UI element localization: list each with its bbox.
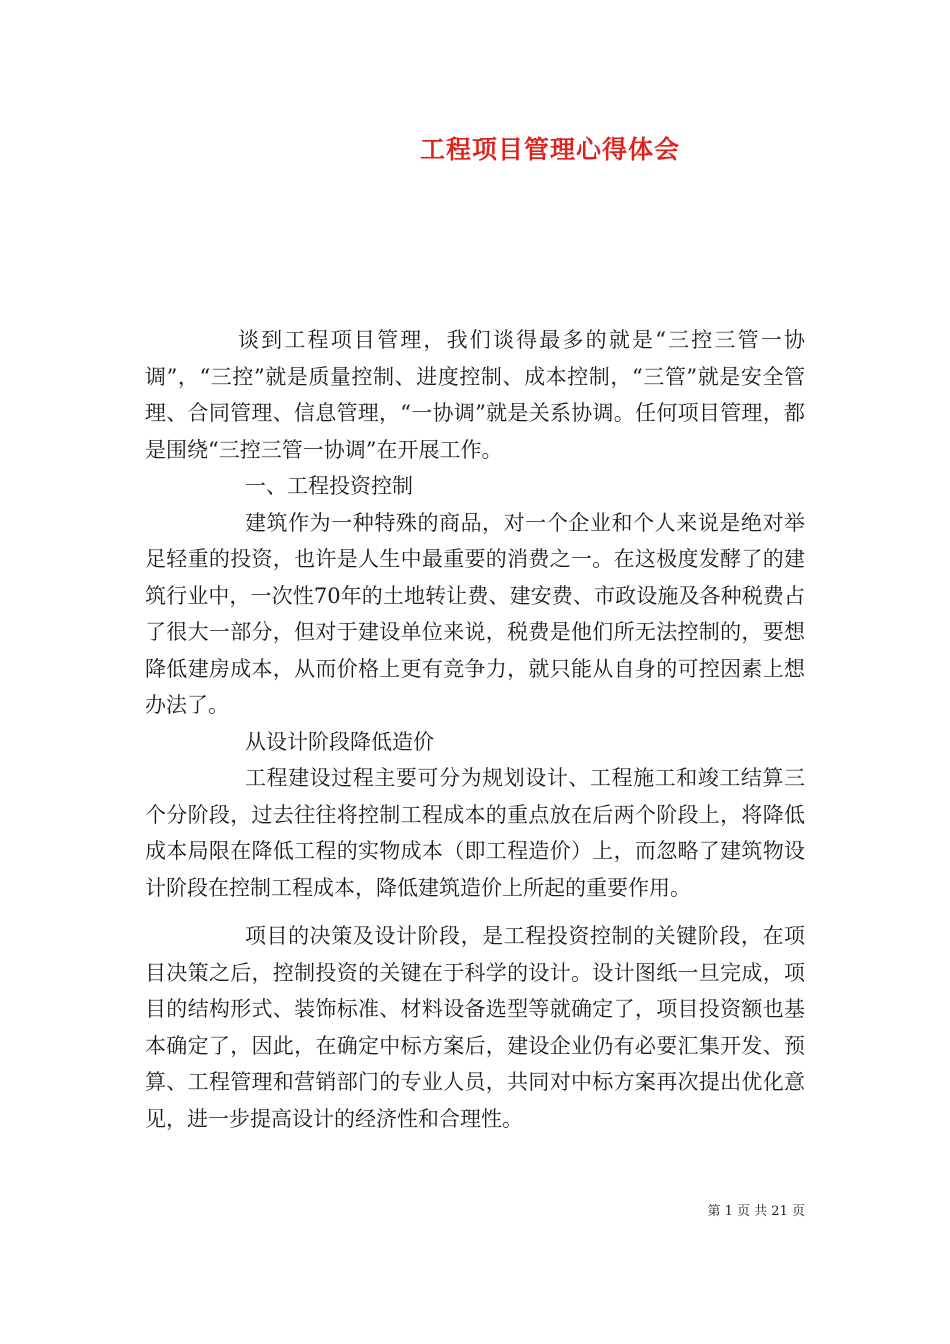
- section-heading-investment-control: 一、工程投资控制: [245, 474, 413, 498]
- page-number-footer: [707, 1203, 805, 1221]
- page-prefix: 第: [707, 1204, 721, 1219]
- paragraph-intro: 谈到工程项目管理，我们谈得最多的就是“三控三管一协调”，“三控”就是质量控制、进度控制、成本控制，“三管”就是安全管理、合同管理、信息管理，“一协调”就是关系协调。任何项目管理，都是围绕“三控三管一协调”在开展工作。: [145, 328, 805, 462]
- document-title: 工程项目管理心得体会: [419, 135, 680, 164]
- current-page-number: 1: [724, 1204, 733, 1219]
- subheading-design-stage: 从设计阶段降低造价: [245, 729, 434, 754]
- page-middle: 页 共: [737, 1204, 768, 1219]
- total-page-count: 21: [771, 1204, 788, 1219]
- page-suffix: 页: [791, 1204, 805, 1219]
- document-body: [145, 322, 805, 1137]
- paragraph-investment: 建筑作为一种特殊的商品，对一个企业和个人来说是绝对举足轻重的投资，也许是人生中最重要的消费之一。在这极度发酵了的建筑行业中，一次性70年的土地转让费、建安费、市政设施及各种税费占了很大一部分，但对于建设单位来说，税费是他们所无法控制的，要想降低建房成本，从而价格上更有竞争力，就只能从自身的可控因素上想办法了。: [145, 510, 805, 717]
- paragraph-construction-stages: 工程建设过程主要可分为规划设计、工程施工和竣工结算三个分阶段，过去往往将控制工程成本的重点放在后两个阶段上，将降低成本局限在降低工程的实物成本（即工程造价）上，而忽略了建筑物设计阶段在控制工程成本，降低建筑造价上所起的重要作用。: [145, 766, 805, 900]
- paragraph-decision-design: 项目的决策及设计阶段，是工程投资控制的关键阶段，在项目决策之后，控制投资的关键在于科学的设计。设计图纸一旦完成，项目的结构形式、装饰标准、材料设备选型等就确定了，项目投资额也基本确定了，因此，在确定中标方案后，建设企业仍有必要汇集开发、预算、工程管理和营销部门的专业人员，共同对中标方案再次提出优化意见，进一步提高设计的经济性和合理性。: [145, 924, 805, 1131]
